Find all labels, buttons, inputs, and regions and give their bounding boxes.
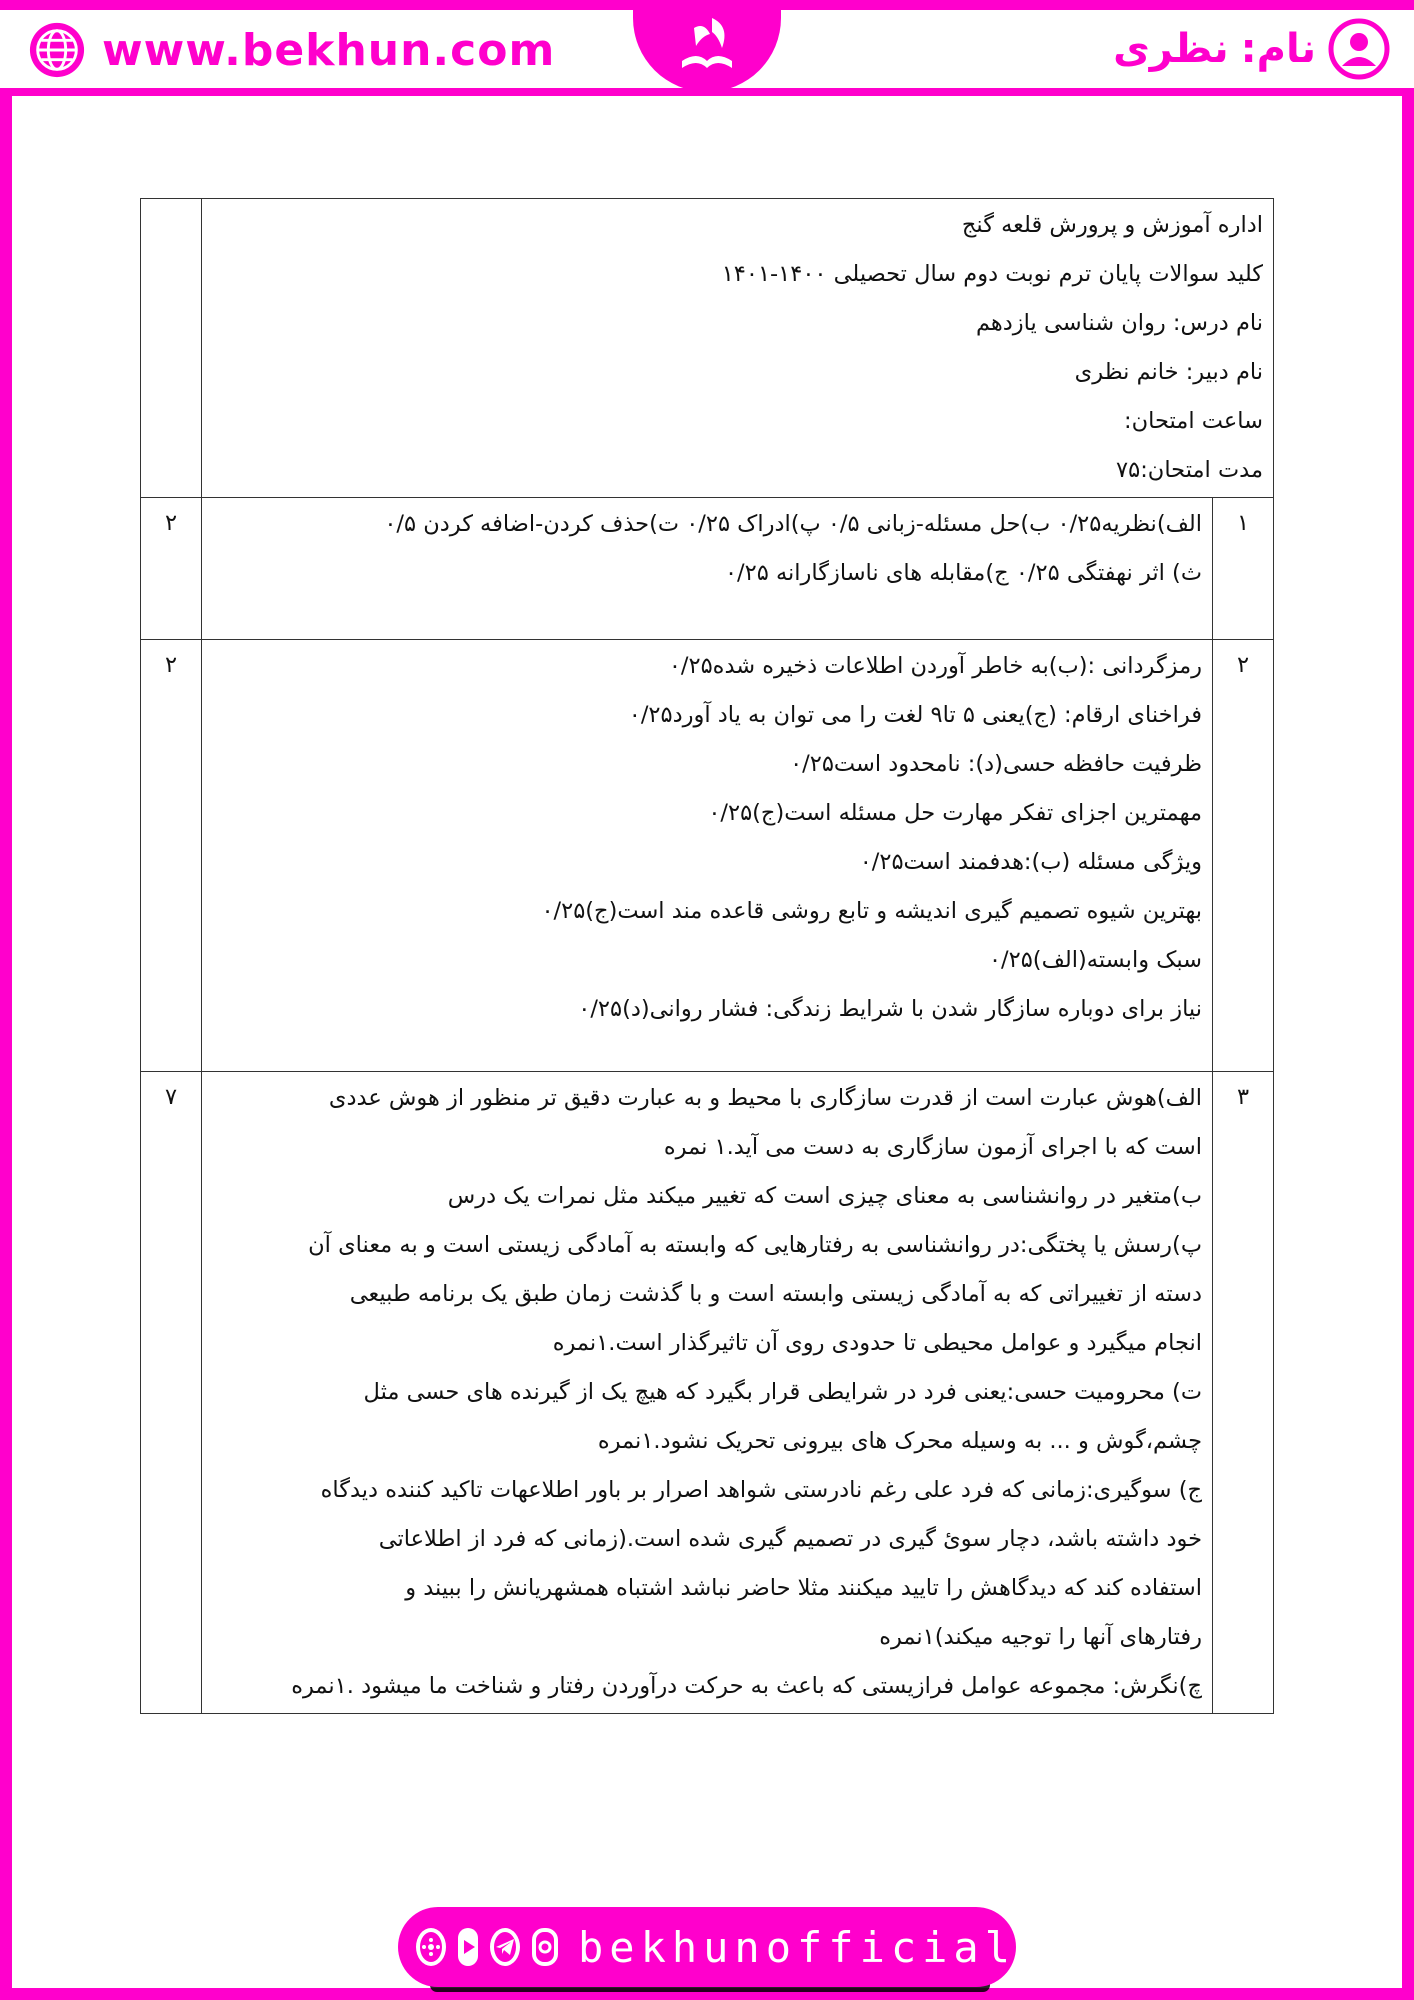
question-row	[141, 1072, 1274, 1714]
question-number: ۲	[1213, 640, 1274, 1072]
header-line: اداره آموزش و پرورش قلعه گنج	[961, 212, 1263, 238]
answer-line: انجام میگیرد و عوامل محیطی تا حدودی روی آن تاثیرگذار است.۱نمره	[552, 1330, 1202, 1356]
answer-line: رفتارهای آنها را توجیه میکند)۱نمره	[879, 1624, 1202, 1650]
book-logo-icon	[652, 6, 762, 86]
answer-line: ویژگی مسئله (ب):هدفمند است۰/۲۵	[859, 849, 1202, 875]
globe-icon	[28, 21, 86, 79]
answer-line: فراخنای ارقام: (ج)یعنی ۵ تا۹ لغت را می توان به یاد آورد۰/۲۵	[628, 702, 1202, 728]
header-line: ساعت امتحان:	[1124, 408, 1263, 434]
telegram-icon[interactable]	[490, 1928, 520, 1966]
answer-line: چشم،گوش و ... به وسیله محرک های بیرونی تحریک نشود.۱نمره	[597, 1428, 1202, 1454]
youtube-icon[interactable]	[458, 1928, 478, 1966]
question-row	[141, 640, 1274, 1072]
answer-line: پ)رسش یا پختگی:در روانشناسی به رفتارهایی که وابسته به آمادگی زیستی است و به معنای آن	[308, 1232, 1202, 1258]
answer-line: ث) اثر نهفتگی ۰/۲۵ ج)مقابله های ناسازگارانه ۰/۲۵	[724, 560, 1202, 586]
answer-cell	[202, 498, 1213, 640]
answer-line: الف)نظریه۰/۲۵ ب)حل مسئله-زبانی ۰/۵ پ)ادراک ۰/۲۵ ت)حذف کردن-اضافه کردن ۰/۵	[384, 511, 1202, 537]
answer-line: خود داشته باشد، دچار سوئ گیری در تصمیم گیری شده است.(زمانی که فرد از اطلاعاتی	[378, 1526, 1202, 1552]
answer-line: است که با اجرای آزمون سازگاری به دست می آید.۱ نمره	[663, 1134, 1202, 1160]
answer-cell	[202, 640, 1213, 1072]
user-icon	[1328, 18, 1390, 80]
answer-line: استفاده کند که دیدگاهش را تایید میکنند مثلا حاضر نباشد اشتباه همشهریانش را ببیند و	[405, 1575, 1202, 1601]
answer-line: ج) سوگیری:زمانی که فرد علی رغم نادرستی شواهد اصرار بر باور اطلاعهات تاکید کننده دیدگاه	[320, 1477, 1202, 1503]
name-value: نظری	[1113, 26, 1229, 72]
brand-logo	[633, 0, 781, 92]
answer-line: نیاز برای دوباره سازگار شدن با شرایط زندگی: فشار روانی(د)۰/۲۵	[578, 996, 1202, 1022]
answer-line: سبک وابسته(الف)۰/۲۵	[988, 947, 1202, 973]
header-line: مدت امتحان:۷۵	[1116, 457, 1263, 483]
answer-line: الف)هوش عبارت است از قدرت سازگاری با محیط و به عبارت دقیق تر منظور از هوش عددی	[328, 1085, 1202, 1111]
website-url[interactable]: www.bekhun.com	[102, 24, 556, 76]
question-row	[141, 498, 1274, 640]
answer-line: ب)متغیر در روانشناسی به معنای چیزی است که تغییر میکند مثل نمرات یک درس	[447, 1183, 1202, 1209]
answer-line: مهمترین اجزای تفکر مهارت حل مسئله است(ج)۰/۲۵	[708, 800, 1202, 826]
reel-icon[interactable]	[416, 1928, 446, 1966]
question-score: ۷	[141, 1072, 202, 1714]
question-number: ۳	[1213, 1072, 1274, 1714]
answer-cell	[202, 1072, 1213, 1714]
header-line: نام دبیر: خانم نظری	[1074, 359, 1263, 385]
question-number: ۱	[1213, 498, 1274, 640]
name-label: نام:	[1240, 26, 1316, 72]
website-link[interactable]	[28, 20, 555, 80]
answer-line: چ)نگرش: مجموعه عوامل فرازیستی که باعث به حرکت درآوردن رفتار و شناخت ما میشود .۱نمره	[291, 1673, 1202, 1699]
social-footer	[398, 1907, 1016, 1987]
social-handle[interactable]: bekhunofficial	[578, 1922, 1017, 1972]
answer-line: رمزگردانی :(ب)به خاطر آوردن اطلاعات ذخیره شده۰/۲۵	[668, 653, 1202, 679]
document-header	[202, 199, 1274, 498]
answer-line: ت) محرومیت حسی:یعنی فرد در شرایطی قرار بگیرد که هیچ یک از گیرنده های حسی مثل	[363, 1379, 1202, 1405]
instagram-icon[interactable]	[532, 1928, 558, 1966]
header-line: نام درس: روان شناسی یازدهم	[975, 310, 1263, 336]
question-score: ۲	[141, 640, 202, 1072]
top-banner	[0, 0, 1414, 96]
answer-line: دسته از تغییراتی که به آمادگی زیستی وابسته است و با گذشت زمان طبق یک برنامه طبیعی	[349, 1281, 1202, 1307]
answer-key-table	[140, 198, 1274, 1714]
teacher-name-tag	[1113, 18, 1390, 80]
answer-line: بهترین شیوه تصمیم گیری اندیشه و تابع روشی قاعده مند است(ج)۰/۲۵	[541, 898, 1202, 924]
answer-line: ظرفیت حافظه حسی(د): نامحدود است۰/۲۵	[790, 751, 1202, 777]
score-cell	[141, 199, 202, 498]
header-row	[141, 199, 1274, 498]
question-score: ۲	[141, 498, 202, 640]
header-line: کلید سوالات پایان ترم نوبت دوم سال تحصیلی ۱۴۰۰-۱۴۰۱	[721, 261, 1263, 287]
